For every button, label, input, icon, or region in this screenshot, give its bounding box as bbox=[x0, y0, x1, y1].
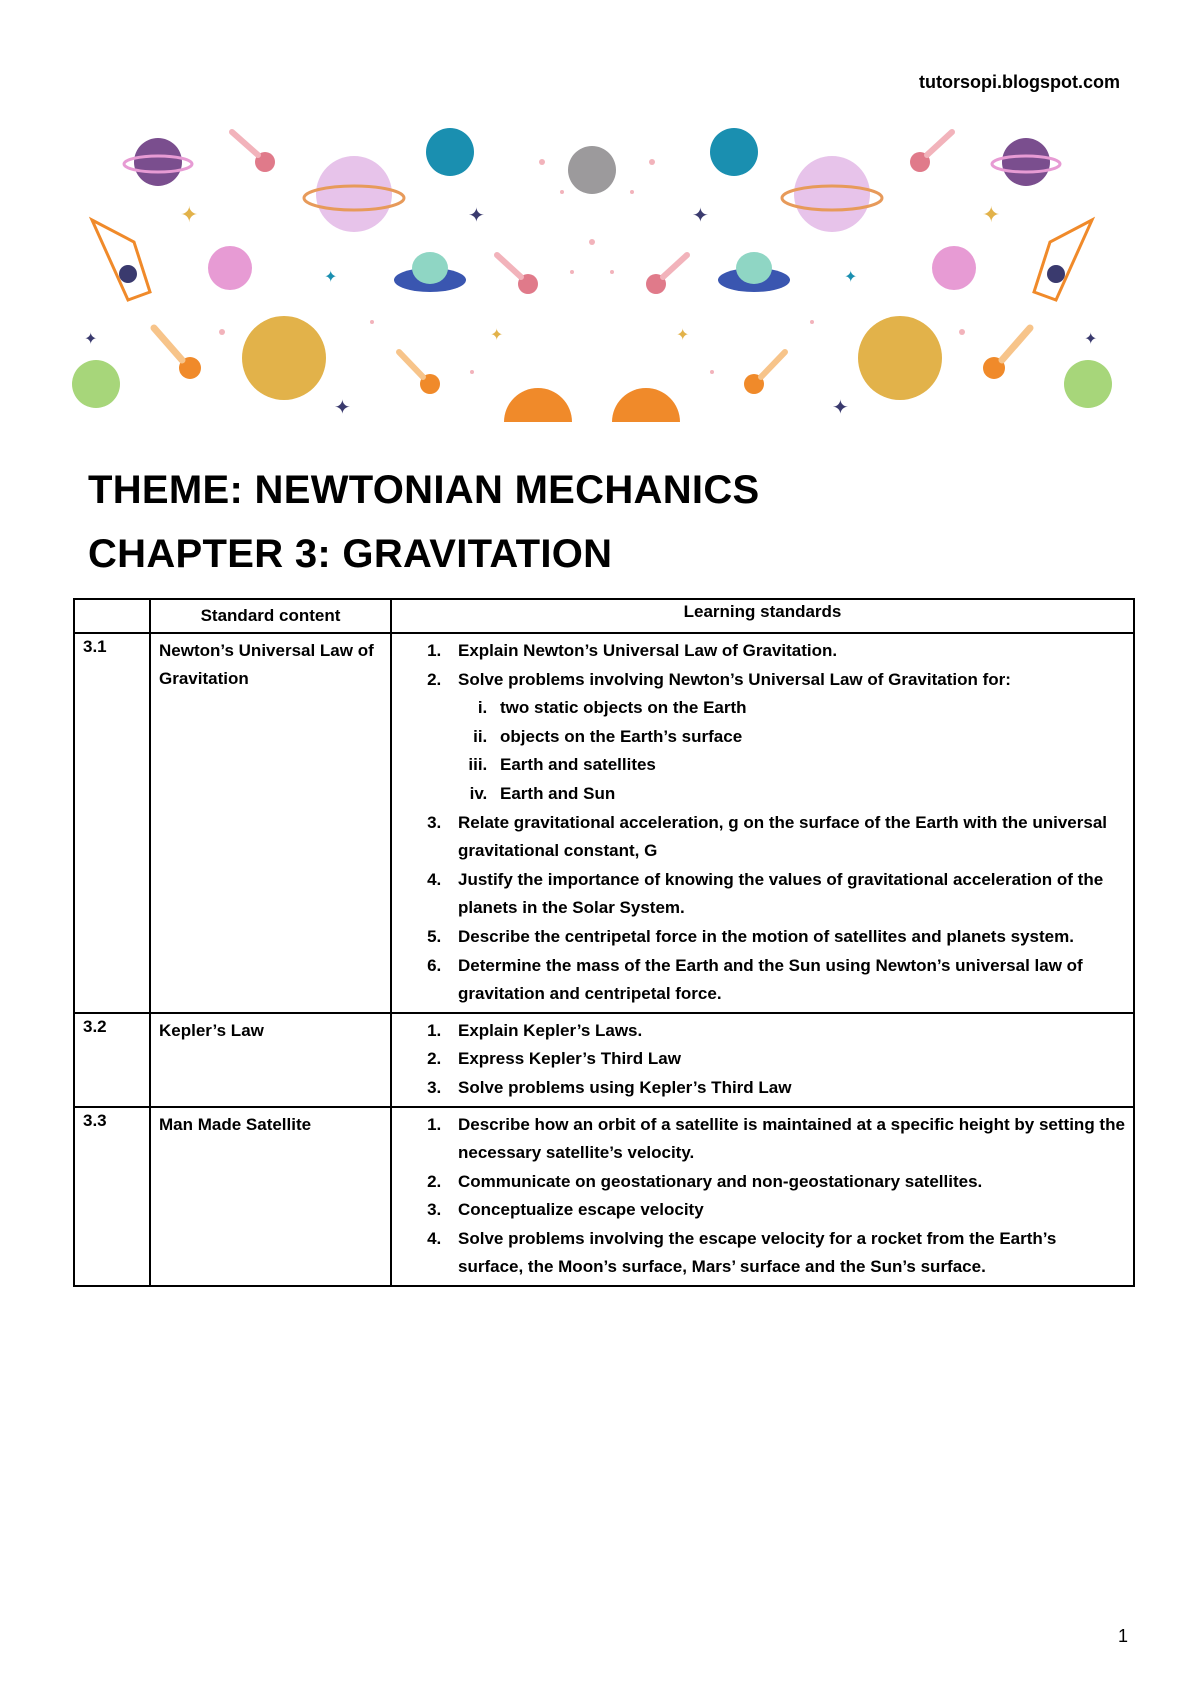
theme-heading: THEME: NEWTONIAN MECHANICS bbox=[88, 468, 760, 512]
row-number: 3.1 bbox=[74, 633, 150, 1013]
space-banner-illustration bbox=[72, 122, 1112, 422]
learning-standards-cell bbox=[391, 1013, 1134, 1107]
sub-list bbox=[458, 694, 1125, 808]
table-row bbox=[74, 633, 1134, 1013]
teal-planet-icon bbox=[426, 128, 474, 176]
list-item: 1. Describe how an orbit of a satellite is maintained at a specific height by setting the necessary satellite’s velocity. bbox=[446, 1111, 1125, 1168]
row-number: 3.2 bbox=[74, 1013, 150, 1107]
standard-content: Kepler’s Law bbox=[150, 1013, 391, 1107]
learning-standards-list bbox=[400, 1017, 1125, 1103]
ringed-planet-icon bbox=[992, 138, 1060, 186]
star-icon: ✦ bbox=[982, 203, 1001, 228]
star-icon: ✦ bbox=[832, 395, 849, 419]
sub-list-item: iv. Earth and Sun bbox=[492, 780, 1125, 809]
moon-icon bbox=[568, 146, 616, 194]
comet-icon bbox=[497, 255, 538, 294]
list-item: 3. Relate gravitational acceleration, g on the surface of the Earth with the universal gravitational constant, G bbox=[446, 809, 1125, 866]
star-icon: ✦ bbox=[84, 329, 98, 348]
comet-icon bbox=[154, 328, 201, 379]
comet-icon bbox=[232, 132, 275, 172]
list-item: 4. Solve problems involving the escape velocity for a rocket from the Earth’s surface, the Moon’s surface, Mars’ surface and the Sun’s surface. bbox=[446, 1225, 1125, 1282]
learning-standards-table bbox=[73, 598, 1135, 1287]
comet-icon bbox=[910, 132, 952, 172]
site-url: tutorsopi.blogspot.com bbox=[919, 72, 1120, 92]
list-item: 3. Conceptualize escape velocity bbox=[446, 1196, 1125, 1225]
star-icon: ✦ bbox=[334, 395, 351, 419]
pink-planet-icon bbox=[208, 246, 252, 290]
list-item: 2. Express Kepler’s Third Law bbox=[446, 1045, 1125, 1074]
ufo-icon bbox=[394, 252, 466, 292]
list-item: 5. Describe the centripetal force in the motion of satellites and planets system. bbox=[446, 923, 1125, 952]
page-number: 1 bbox=[1117, 1626, 1128, 1646]
standard-content: Newton’s Universal Law of Gravitation bbox=[150, 633, 391, 1013]
learning-standards-cell bbox=[391, 1107, 1134, 1287]
star-icon: ✦ bbox=[490, 325, 504, 344]
list-item: 1. Explain Newton’s Universal Law of Gravitation. bbox=[446, 637, 1125, 666]
star-icon: ✦ bbox=[676, 325, 690, 344]
sun-icon bbox=[504, 388, 572, 422]
comet-icon bbox=[983, 328, 1030, 379]
table-header-row bbox=[74, 599, 1134, 633]
sub-list-item: iii. Earth and satellites bbox=[492, 751, 1125, 780]
list-item: 6. Determine the mass of the Earth and the Sun using Newton’s universal law of gravitation and centripetal force. bbox=[446, 952, 1125, 1009]
header-number bbox=[74, 599, 150, 633]
star-icon: ✦ bbox=[180, 203, 199, 228]
standard-content: Man Made Satellite bbox=[150, 1107, 391, 1287]
star-icon: ✦ bbox=[1084, 329, 1098, 348]
gold-planet-icon bbox=[242, 316, 326, 400]
header-learning-standards: Learning standards bbox=[391, 599, 1134, 633]
list-item: 3. Solve problems using Kepler’s Third Law bbox=[446, 1074, 1125, 1103]
row-number: 3.3 bbox=[74, 1107, 150, 1287]
star-icon: ✦ bbox=[324, 267, 338, 286]
pink-planet-icon bbox=[932, 246, 976, 290]
list-item: 2. Solve problems involving Newton’s Universal Law of Gravitation for: i. two static objects on the Earth ii. objects on the Earth’s surface iii. Earth and satellites iv. Earth and Sun bbox=[446, 666, 1125, 809]
header-standard-content: Standard content bbox=[150, 599, 391, 633]
ringed-planet-icon bbox=[124, 138, 192, 186]
star-icon: ✦ bbox=[692, 203, 709, 227]
sun-icon bbox=[612, 388, 680, 422]
comet-icon bbox=[646, 255, 687, 294]
ufo-icon bbox=[718, 252, 790, 292]
comet-icon bbox=[399, 352, 440, 394]
star-icon: ✦ bbox=[844, 267, 858, 286]
pastel-planet-icon bbox=[782, 156, 882, 232]
table-row bbox=[74, 1107, 1134, 1287]
rocket-icon bbox=[92, 220, 150, 300]
pastel-planet-icon bbox=[304, 156, 404, 232]
list-item: 4. Justify the importance of knowing the values of gravitational acceleration of the planets in the Solar System. bbox=[446, 866, 1125, 923]
learning-standards-list bbox=[400, 1111, 1125, 1283]
sub-list-item: i. two static objects on the Earth bbox=[492, 694, 1125, 723]
learning-standards-cell bbox=[391, 633, 1134, 1013]
star-icon: ✦ bbox=[468, 203, 485, 227]
list-item: 1. Explain Kepler’s Laws. bbox=[446, 1017, 1125, 1046]
chapter-heading: CHAPTER 3: GRAVITATION bbox=[88, 532, 613, 576]
striped-planet-icon bbox=[1064, 360, 1112, 408]
teal-planet-icon bbox=[710, 128, 758, 176]
sub-list-item: ii. objects on the Earth’s surface bbox=[492, 723, 1125, 752]
gold-planet-icon bbox=[858, 316, 942, 400]
rocket-icon bbox=[1034, 220, 1092, 300]
striped-planet-icon bbox=[72, 360, 120, 408]
learning-standards-list bbox=[400, 637, 1125, 1009]
list-item: 2. Communicate on geostationary and non-geostationary satellites. bbox=[446, 1168, 1125, 1197]
comet-icon bbox=[744, 352, 785, 394]
table-row bbox=[74, 1013, 1134, 1107]
